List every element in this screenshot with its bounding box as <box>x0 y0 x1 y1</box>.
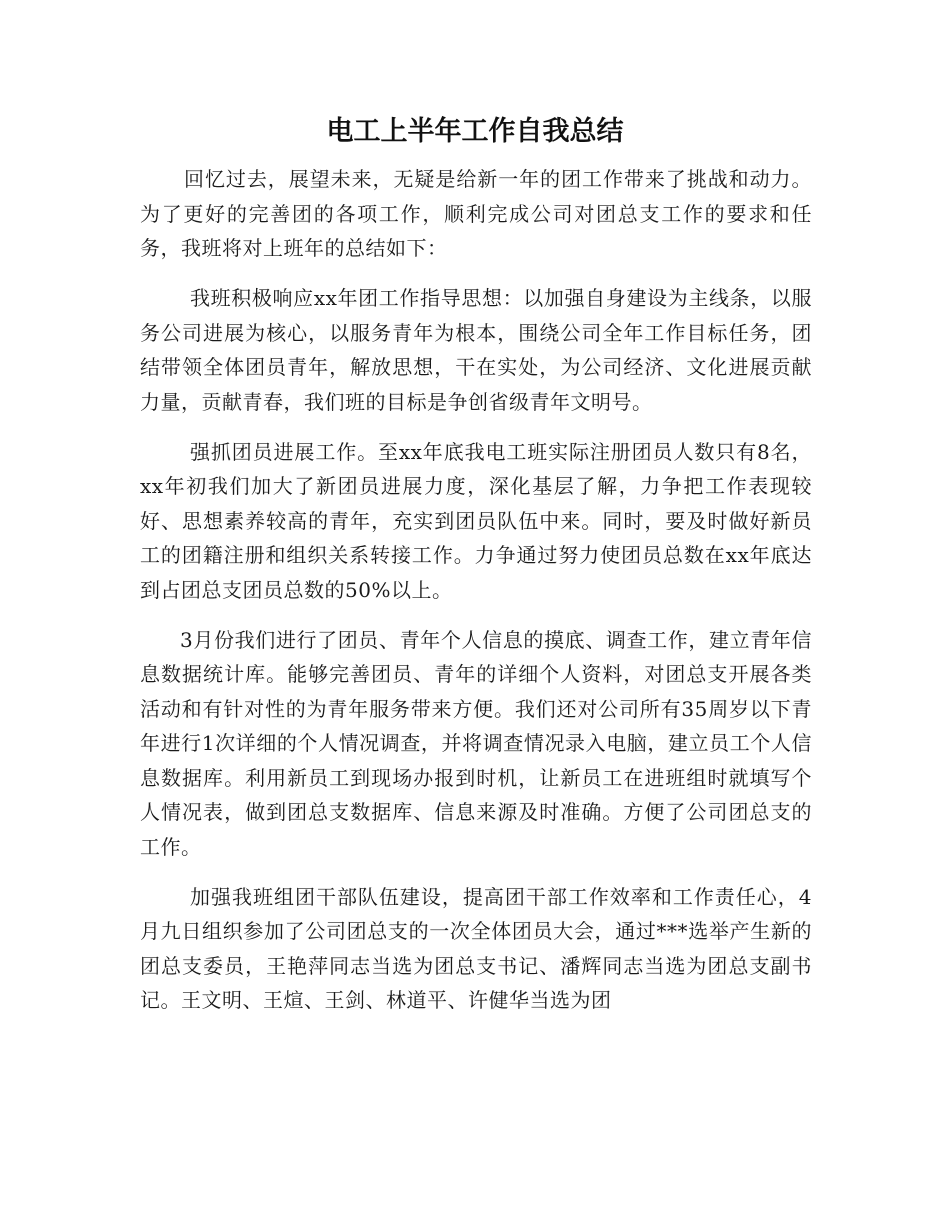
document-body <box>140 162 812 1033</box>
paragraph-intro: 回忆过去，展望未来，无疑是给新一年的团工作带来了挑战和动力。为了更好的完善团的各项工作，顺利完成公司对团总支工作的要求和任务，我班将对上班年的总结如下： <box>140 167 812 260</box>
document-title: 电工上半年工作自我总结 <box>326 116 624 147</box>
paragraph-guiding-thought: 我班积极响应xx年团工作指导思想：以加强自身建设为主线条，以服务公司进展为核心，以服务青年为根本，围绕公司全年工作目标任务，团结带领全体团员青年，解放思想，干在实处，为公司经济、文化进展贡献力量，贡献青春，我们班的目标是争创省级青年文明号。 <box>140 286 812 414</box>
paragraph-member-development: 强抓团员进展工作。至xx年底我电工班实际注册团员人数只有8名，xx年初我们加大了新团员进展力度，深化基层了解，力争把工作表现较好、思想素养较高的青年，充实到团员队伍中来。同时，要及时做好新员工的团籍注册和组织关系转接工作。力争通过努力使团员总数在xx年底达到占团总支团员总数的50%以上。 <box>140 439 812 602</box>
paragraph-cadre-building: 加强我班组团干部队伍建设，提高团干部工作效率和工作责任心，4 月九日组织参加了公司团总支的一次全体团员大会，通过***选举产生新的团总支委员，王艳萍同志当选为团总支书记、潘辉同志当选为团总支副书记。王文明、王煊、王剑、林道平、许健华当选为团 <box>140 884 812 1012</box>
paragraph-information-survey: 3月份我们进行了团员、青年个人信息的摸底、调查工作，建立青年信息数据统计库。能够完善团员、青年的详细个人资料，对团总支开展各类活动和有针对性的为青年服务带来方便。我们还对公司所有35周岁以下青年进行1次详细的个人情况调查，并将调查情况录入电脑，建立员工个人信息数据库。利用新员工到现场办报到时机，让新员工在进班组时就填写个人情况表，做到团总支数据库、信息来源及时准确。方便了公司团总支的工作。 <box>140 627 812 859</box>
